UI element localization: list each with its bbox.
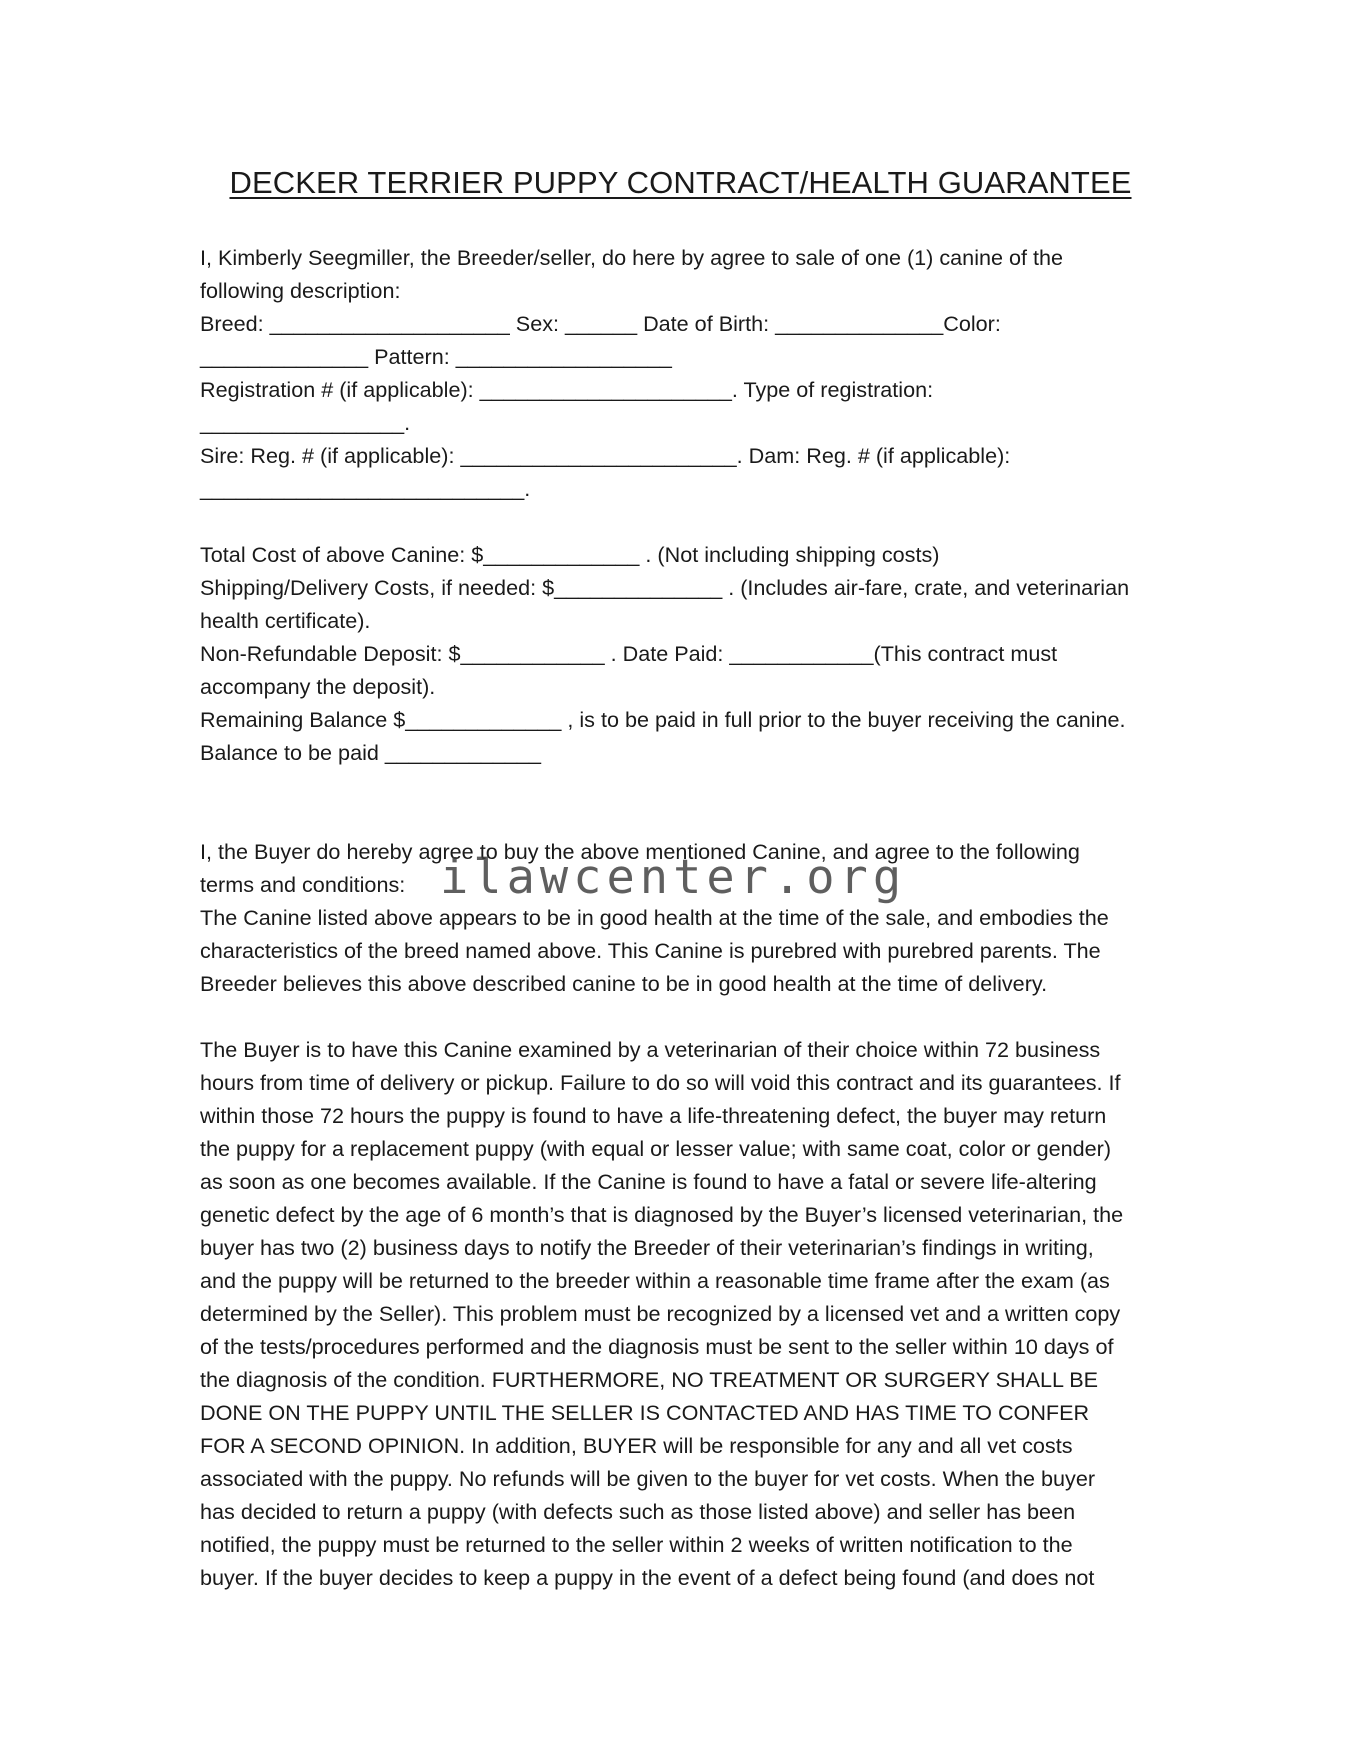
buyer-line: characteristics of the breed named above. This Canine is purebred with purebred parents. The [200,938,1101,963]
exam-line: within those 72 hours the puppy is found to have a life-threatening defect, the buyer may return [200,1103,1107,1128]
cost-section [200,538,1160,769]
exam-line: determined by the Seller). This problem must be recognized by a licensed vet and a written copy [200,1301,1121,1326]
seller-line: Registration # (if applicable): _____________________. Type of registration: [200,377,934,402]
exam-line: of the tests/procedures performed and the diagnosis must be sent to the seller within 10 days of [200,1334,1114,1359]
watermark: ilawcenter.org [440,850,907,905]
exam-line: The Buyer is to have this Canine examined by a veterinarian of their choice within 72 business [200,1037,1101,1062]
seller-section [200,241,1160,505]
exam-line: buyer has two (2) business days to notify the Breeder of their veterinarian’s findings in writing, [200,1235,1094,1260]
exam-line: genetic defect by the age of 6 month’s that is diagnosed by the Buyer’s licensed veterinarian, the [200,1202,1124,1227]
cost-line: Shipping/Delivery Costs, if needed: $______________ . (Includes air-fare, crate, and veterinarian [200,575,1130,600]
seller-line: I, Kimberly Seegmiller, the Breeder/seller, do here by agree to sale of one (1) canine of the [200,245,1064,270]
section-spacer [200,505,1160,538]
exam-line: the diagnosis of the condition. FURTHERMORE, NO TREATMENT OR SURGERY SHALL BE [200,1367,1099,1392]
exam-line: hours from time of delivery or pickup. Failure to do so will void this contract and its guarantees. If [200,1070,1121,1095]
buyer-line: I, the Buyer do hereby agree to buy the above mentioned Canine, and agree to the following [200,839,1080,864]
section-spacer [200,1000,1160,1033]
buyer-line: terms and conditions: [200,872,406,897]
cost-line: health certificate). [200,608,371,633]
exam-line: the puppy for a replacement puppy (with equal or lesser value; with same coat, color or gender) [200,1136,1112,1161]
exam-line: FOR A SECOND OPINION. In addition, BUYER will be responsible for any and all vet costs [200,1433,1073,1458]
document-body [200,241,1160,1594]
exam-line: DONE ON THE PUPPY UNTIL THE SELLER IS CONTACTED AND HAS TIME TO CONFER [200,1400,1090,1425]
cost-line: Balance to be paid _____________ [200,740,542,765]
seller-line: following description: [200,278,401,303]
exam-line: notified, the puppy must be returned to the seller within 2 weeks of written notification to the [200,1532,1073,1557]
section-spacer [200,769,1160,835]
exam-line: and the puppy will be returned to the breeder within a reasonable time frame after the exam (as [200,1268,1110,1293]
buyer-line: Breeder believes this above described canine to be in good health at the time of delivery. [200,971,1048,996]
seller-line: Breed: ____________________ Sex: ______ Date of Birth: ______________Color: [200,311,1001,336]
exam-line: as soon as one becomes available. If the Canine is found to have a fatal or severe life-altering [200,1169,1097,1194]
cost-line: Remaining Balance $_____________ , is to be paid in full prior to the buyer receiving the canine. [200,707,1126,732]
cost-line: accompany the deposit). [200,674,436,699]
exam-line: buyer. If the buyer decides to keep a puppy in the event of a defect being found (and does not [200,1565,1095,1590]
exam-line: associated with the puppy. No refunds will be given to the buyer for vet costs. When the buyer [200,1466,1096,1491]
cost-line: Non-Refundable Deposit: $____________ . Date Paid: ____________(This contract must [200,641,1058,666]
cost-line: Total Cost of above Canine: $_____________ . (Not including shipping costs) [200,542,940,567]
document-title: DECKER TERRIER PUPPY CONTRACT/HEALTH GUARANTEE [229,165,1132,200]
seller-line: _________________. [200,410,411,435]
seller-line: Sire: Reg. # (if applicable): _______________________. Dam: Reg. # (if applicable): [200,443,1011,468]
exam-section [200,1033,1160,1594]
seller-line: ___________________________. [200,476,531,501]
exam-line: has decided to return a puppy (with defects such as those listed above) and seller has been [200,1499,1076,1524]
buyer-line: The Canine listed above appears to be in good health at the time of the sale, and embodies the [200,905,1109,930]
seller-line: ______________ Pattern: __________________ [200,344,672,369]
